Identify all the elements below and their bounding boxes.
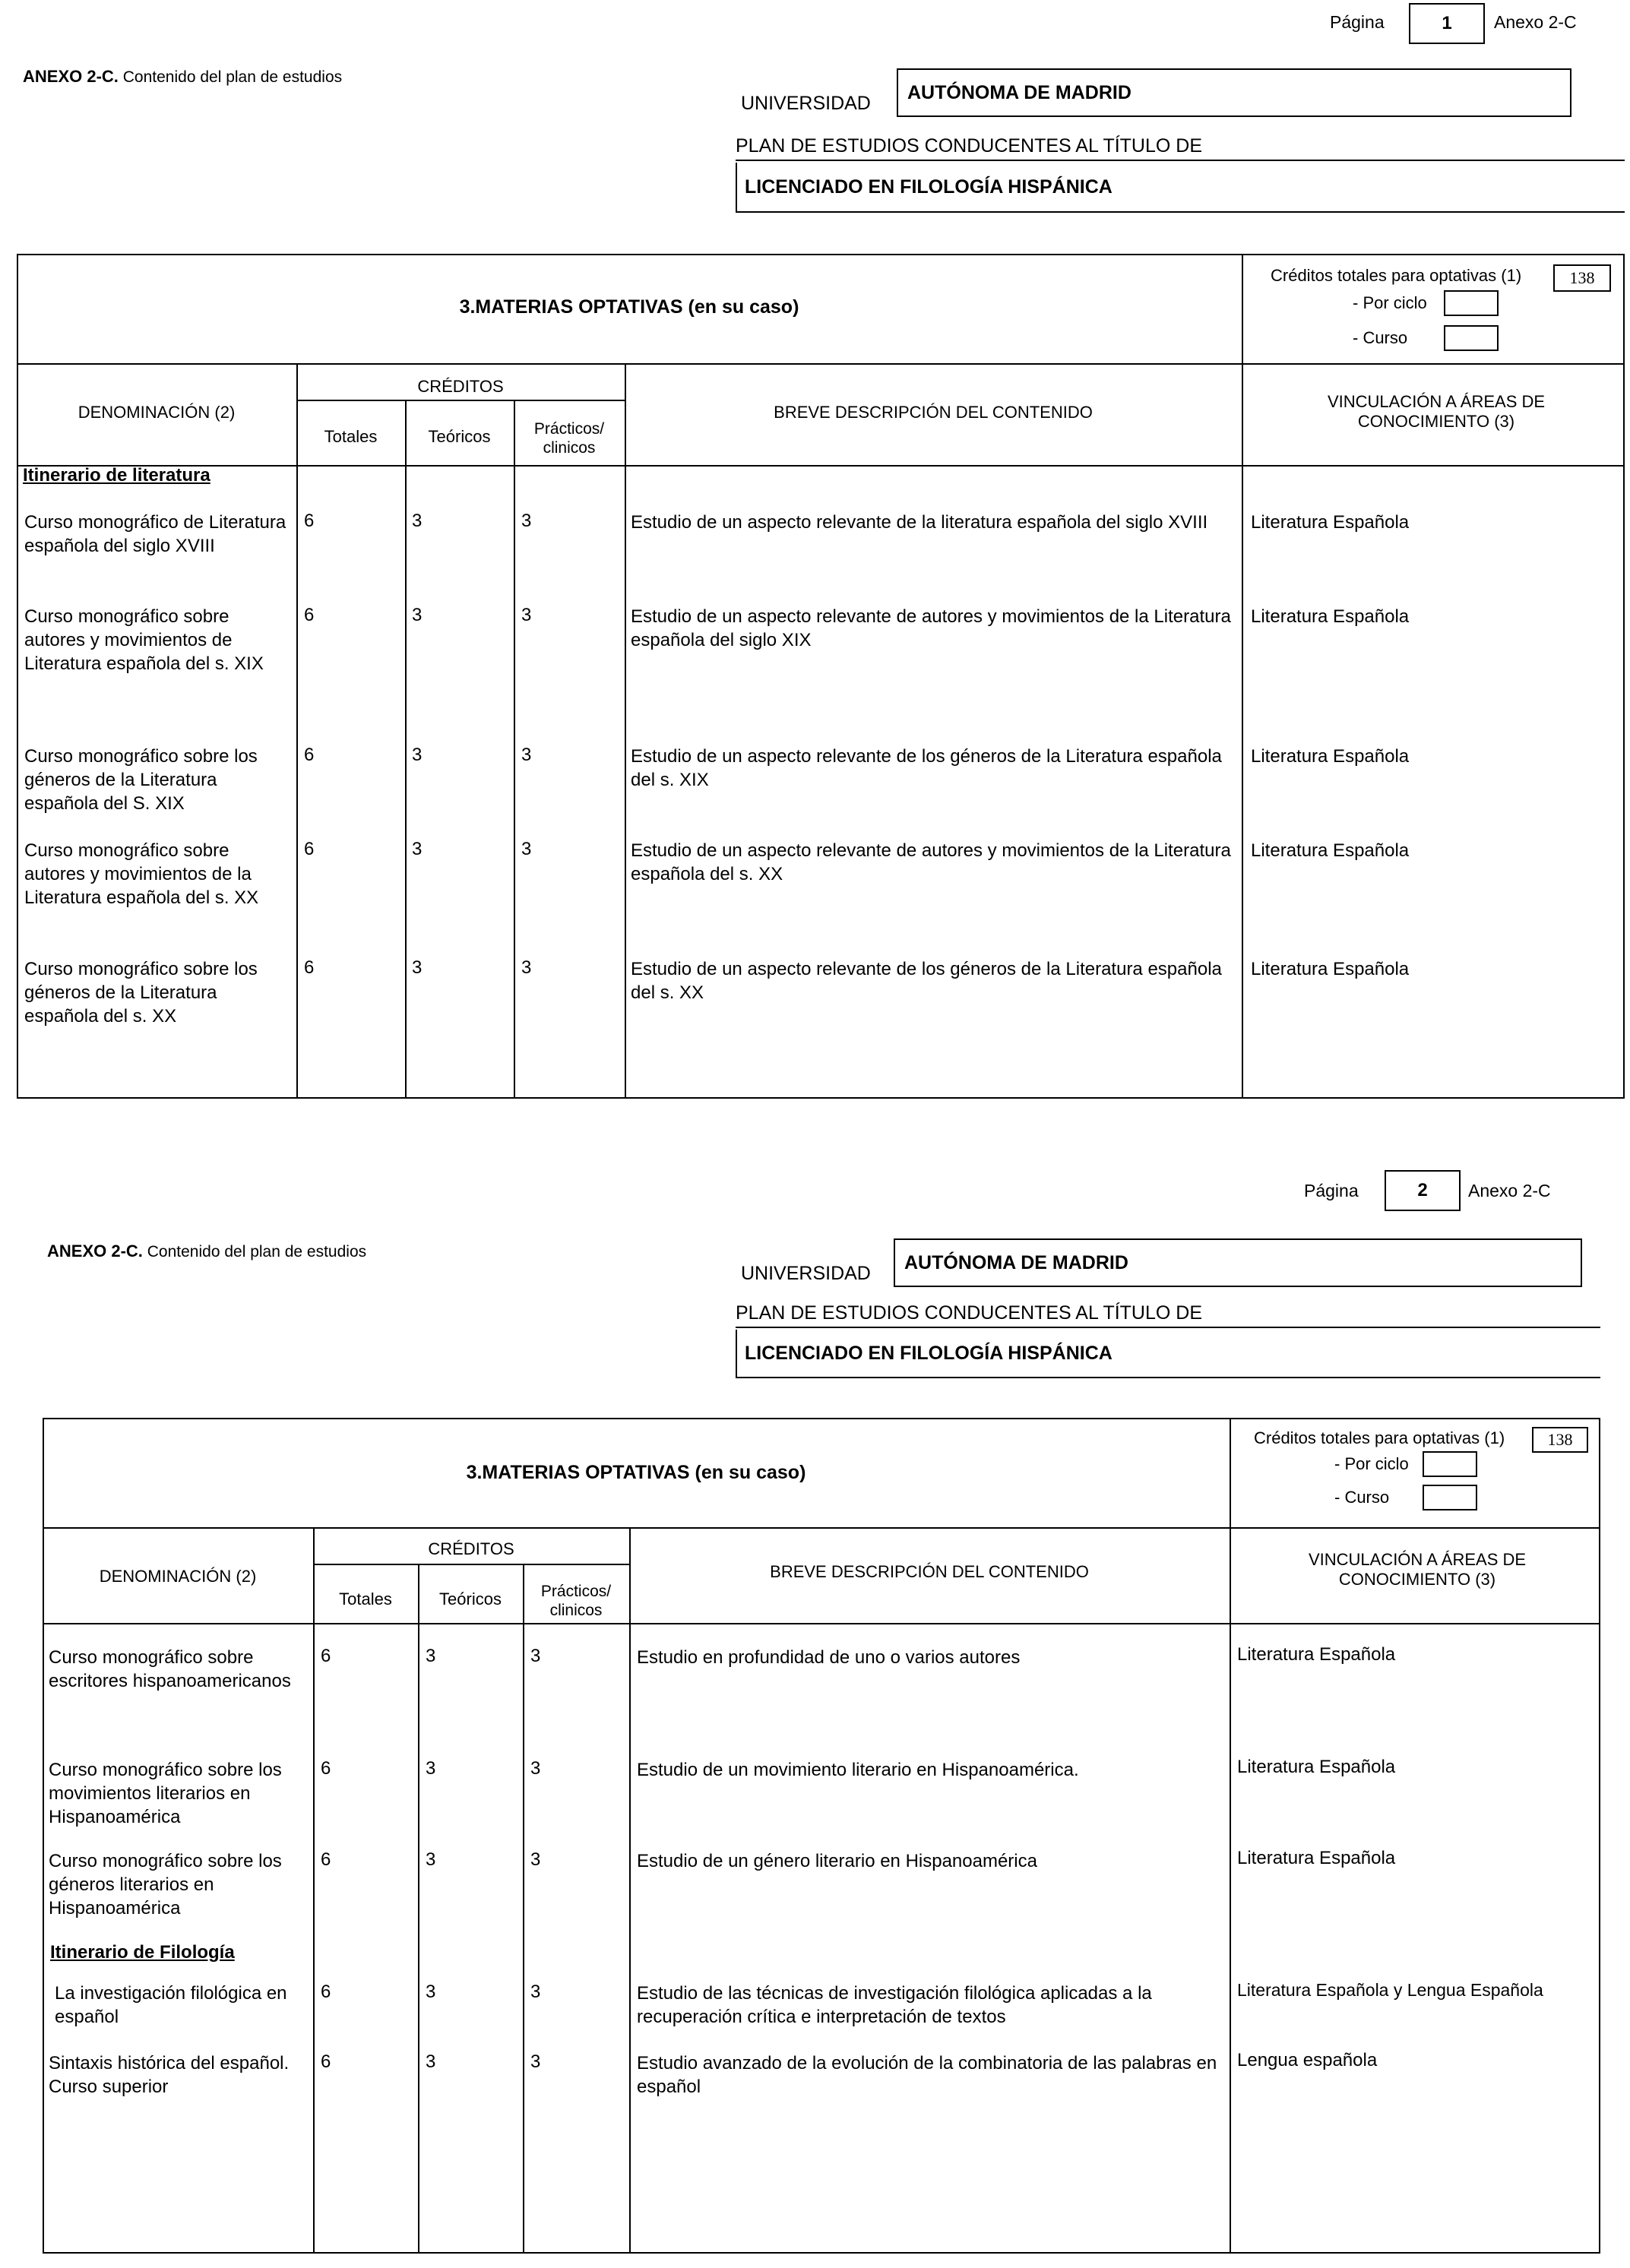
per-cycle-box[interactable] — [1444, 290, 1499, 316]
row-teoricos: 3 — [412, 745, 423, 765]
row-practicos: 3 — [530, 1849, 541, 1870]
header-creditos: CRÉDITOS — [417, 377, 504, 396]
row-area: Literatura Española — [1251, 512, 1410, 533]
row-description: Estudio avanzado de la evolución de la combinatoria de las palabras en español — [637, 2053, 1217, 2097]
row-area: Literatura Española — [1251, 959, 1410, 979]
row-totales: 6 — [304, 511, 315, 531]
header-teoricos: Teóricos — [439, 1589, 502, 1608]
row-totales: 6 — [304, 957, 315, 978]
row-practicos: 3 — [530, 1758, 541, 1779]
form-page-1 — [0, 0, 1630, 1117]
header-denominacion: DENOMINACIÓN (2) — [78, 403, 236, 422]
row-name: Sintaxis histórica del español. Curso superior — [49, 2053, 290, 2097]
row-teoricos: 3 — [412, 605, 423, 625]
page-number: 1 — [1409, 3, 1485, 44]
row-practicos: 3 — [521, 839, 532, 859]
annex-tag: Anexo 2-C — [1494, 12, 1577, 32]
header-totales: Totales — [339, 1589, 392, 1608]
row-description: Estudio de un aspecto relevante de los géneros de la Literatura española del s. XX — [631, 959, 1222, 1003]
divider — [625, 363, 626, 1099]
per-cycle-label: - Por ciclo — [1334, 1454, 1409, 1473]
row-description: Estudio de un aspecto relevante de la literatura española del siglo XVIII — [631, 512, 1208, 533]
divider — [523, 1564, 524, 2254]
row-area: Literatura Española — [1237, 1757, 1396, 1777]
header-denominacion: DENOMINACIÓN (2) — [99, 1567, 257, 1586]
degree-title: LICENCIADO EN FILOLOGÍA HISPÁNICA — [736, 1330, 1600, 1378]
row-name: Curso monográfico sobre los géneros de la Literatura española del S. XIX — [24, 746, 258, 814]
row-totales: 6 — [321, 1646, 331, 1666]
row-name: Curso monográfico sobre escritores hispanoamericanos — [49, 1647, 291, 1691]
university-name: AUTÓNOMA DE MADRID — [894, 1238, 1582, 1287]
page-label: Página — [1330, 12, 1385, 32]
row-teoricos: 3 — [412, 957, 423, 978]
row-name: Curso monográfico sobre los movimientos literarios en Hispanoamérica — [49, 1760, 282, 1827]
page-number: 2 — [1385, 1170, 1461, 1211]
annex-tag: Anexo 2-C — [1468, 1181, 1551, 1200]
divider — [313, 1527, 315, 2254]
row-name: Curso monográfico de Literatura española del siglo XVIII — [24, 512, 286, 556]
row-teoricos: 3 — [426, 1982, 436, 2002]
row-totales: 6 — [304, 745, 315, 765]
row-area: Literatura Española y Lengua Española — [1237, 1980, 1543, 2000]
header-teoricos: Teóricos — [428, 427, 491, 446]
divider — [17, 465, 1625, 467]
itinerary-heading: Itinerario de literatura — [23, 465, 210, 486]
header-vinculacion: VINCULACIÓN A ÁREAS DE CONOCIMIENTO (3) — [1327, 392, 1546, 432]
row-practicos: 3 — [521, 511, 532, 531]
divider — [1242, 254, 1243, 1099]
row-description: Estudio en profundidad de uno o varios autores — [637, 1647, 1021, 1668]
university-label: UNIVERSIDAD — [741, 93, 871, 114]
row-name: La investigación filológica en español — [55, 1983, 287, 2027]
optional-subjects-table — [43, 1418, 1600, 2254]
row-totales: 6 — [321, 1849, 331, 1870]
row-teoricos: 3 — [426, 1849, 436, 1870]
divider — [296, 363, 298, 1099]
course-box[interactable] — [1423, 1485, 1477, 1510]
credits-total-label: Créditos totales para optativas (1) — [1254, 1428, 1505, 1447]
row-description: Estudio de un aspecto relevante de autores y movimientos de la Literatura española del s. XX — [631, 840, 1231, 884]
row-totales: 6 — [304, 839, 315, 859]
course-label: - Curso — [1353, 328, 1408, 347]
row-practicos: 3 — [521, 745, 532, 765]
header-practicos: Prácticos/ clinicos — [540, 1583, 612, 1620]
divider — [43, 1527, 1600, 1529]
divider — [43, 1623, 1600, 1624]
row-totales: 6 — [321, 2051, 331, 2072]
divider — [296, 400, 625, 401]
divider — [405, 400, 407, 1099]
row-description: Estudio de las técnicas de investigación filológica aplicadas a la recuperación crítica e interpretación de textos — [637, 1983, 1152, 2027]
row-totales: 6 — [304, 605, 315, 625]
divider — [1230, 1418, 1231, 2254]
header-creditos: CRÉDITOS — [428, 1539, 514, 1558]
row-description: Estudio de un género literario en Hispanoamérica — [637, 1851, 1037, 1871]
header-totales: Totales — [324, 427, 378, 446]
page-label: Página — [1304, 1181, 1359, 1200]
row-teoricos: 3 — [426, 2051, 436, 2072]
row-area: Literatura Española — [1237, 1644, 1396, 1665]
row-area: Literatura Española — [1251, 746, 1410, 767]
course-box[interactable] — [1444, 325, 1499, 351]
row-practicos: 3 — [521, 957, 532, 978]
row-practicos: 3 — [530, 1646, 541, 1666]
itinerary-heading: Itinerario de Filología — [50, 1942, 235, 1963]
row-teoricos: 3 — [426, 1646, 436, 1666]
row-totales: 6 — [321, 1982, 331, 2002]
per-cycle-label: - Por ciclo — [1353, 293, 1427, 312]
row-name: Curso monográfico sobre autores y movimientos de Literatura española del s. XIX — [24, 606, 264, 674]
plan-label: PLAN DE ESTUDIOS CONDUCENTES AL TÍTULO DE — [736, 1302, 1600, 1328]
annex-title: ANEXO 2-C. Contenido del plan de estudios — [23, 67, 343, 86]
credits-total-value: 138 — [1553, 264, 1611, 292]
row-area: Literatura Española — [1237, 1848, 1396, 1868]
divider — [313, 1564, 629, 1565]
row-teoricos: 3 — [412, 839, 423, 859]
row-name: Curso monográfico sobre autores y movimientos de la Literatura española del s. XX — [24, 840, 259, 908]
row-practicos: 3 — [530, 2051, 541, 2072]
row-totales: 6 — [321, 1758, 331, 1779]
annex-title: ANEXO 2-C. Contenido del plan de estudios — [47, 1242, 367, 1261]
per-cycle-box[interactable] — [1423, 1451, 1477, 1477]
header-vinculacion: VINCULACIÓN A ÁREAS DE CONOCIMIENTO (3) — [1308, 1550, 1527, 1589]
row-area: Literatura Española — [1251, 606, 1410, 627]
degree-title: LICENCIADO EN FILOLOGÍA HISPÁNICA — [736, 163, 1625, 213]
row-teoricos: 3 — [412, 511, 423, 531]
form-page-2 — [0, 1162, 1630, 2268]
row-practicos: 3 — [530, 1982, 541, 2002]
section-title: 3.MATERIAS OPTATIVAS (en su caso) — [466, 1462, 806, 1483]
university-name: AUTÓNOMA DE MADRID — [897, 68, 1571, 117]
credits-total-label: Créditos totales para optativas (1) — [1271, 266, 1522, 285]
credits-total-value: 138 — [1532, 1427, 1588, 1453]
row-description: Estudio de un aspecto relevante de autores y movimientos de la Literatura española del siglo XIX — [631, 606, 1231, 650]
divider — [17, 363, 1625, 365]
section-title: 3.MATERIAS OPTATIVAS (en su caso) — [459, 296, 799, 318]
row-area: Literatura Española — [1251, 840, 1410, 861]
header-descripcion: BREVE DESCRIPCIÓN DEL CONTENIDO — [774, 403, 1093, 422]
course-label: - Curso — [1334, 1488, 1390, 1507]
divider — [629, 1527, 631, 2254]
header-practicos: Prácticos/ clinicos — [533, 420, 605, 457]
row-practicos: 3 — [521, 605, 532, 625]
row-teoricos: 3 — [426, 1758, 436, 1779]
plan-label: PLAN DE ESTUDIOS CONDUCENTES AL TÍTULO DE — [736, 135, 1625, 161]
divider — [514, 400, 515, 1099]
row-name: Curso monográfico sobre los géneros literarios en Hispanoamérica — [49, 1851, 282, 1918]
header-descripcion: BREVE DESCRIPCIÓN DEL CONTENIDO — [770, 1562, 1089, 1581]
row-area: Lengua española — [1237, 2050, 1378, 2070]
row-description: Estudio de un movimiento literario en Hispanoamérica. — [637, 1760, 1079, 1780]
divider — [418, 1564, 419, 2254]
row-description: Estudio de un aspecto relevante de los géneros de la Literatura española del s. XIX — [631, 746, 1222, 790]
university-label: UNIVERSIDAD — [741, 1263, 871, 1284]
row-name: Curso monográfico sobre los géneros de la Literatura española del s. XX — [24, 959, 258, 1026]
